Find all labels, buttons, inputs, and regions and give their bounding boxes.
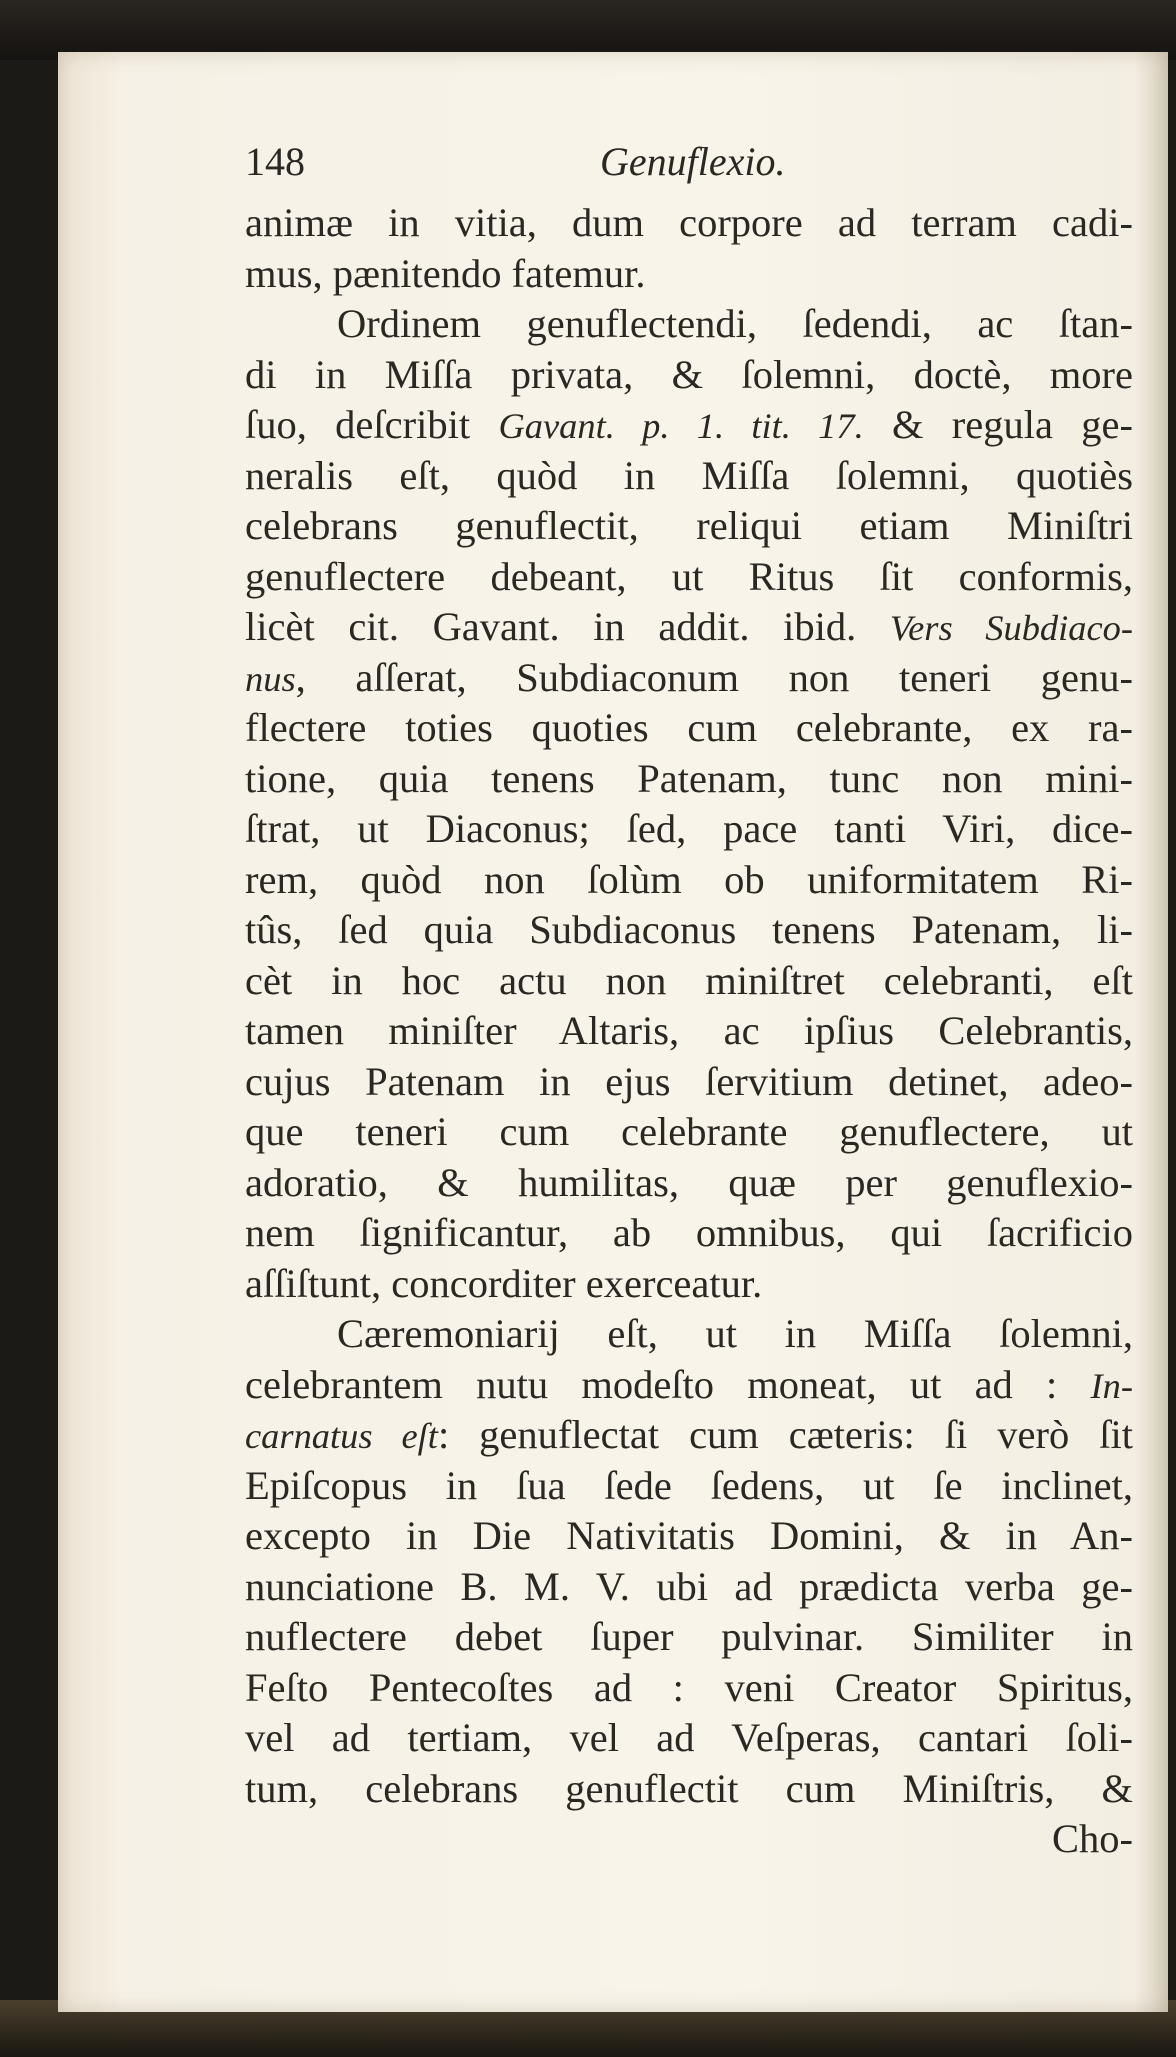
text-line xyxy=(245,1259,1133,1310)
text-segment: Ordinem genuflectendi, ſedendi, ac ſtan- xyxy=(337,301,1133,346)
text-segment: celebrantem nutu modeſto moneat, ut ad : xyxy=(245,1361,1091,1407)
text-segment: mus, pænitendo fatemur. xyxy=(245,250,646,296)
italic-citation: nus xyxy=(245,658,296,699)
text-segment: tûs, ſed quia Subdiaconus tenens Patenam, li- xyxy=(245,907,1133,952)
text-line xyxy=(245,1107,1133,1158)
text-line xyxy=(245,1158,1133,1209)
text-line xyxy=(245,1360,1133,1411)
scan-background-top xyxy=(0,0,1176,60)
text-line xyxy=(245,905,1133,956)
text-segment: Cæremoniarij eſt, ut in Miſſa ſolemni, xyxy=(337,1311,1133,1356)
text-line xyxy=(245,703,1133,754)
text-line xyxy=(245,249,1133,300)
text-line xyxy=(245,1764,1133,1815)
text-segment: flectere toties quoties cum celebrante, ex ra- xyxy=(245,705,1133,750)
text-line xyxy=(245,1410,1133,1461)
page-body-text xyxy=(245,198,1133,1865)
text-segment: adoratio, & humilitas, quæ per genuflexio- xyxy=(245,1159,1133,1205)
italic-citation: In- xyxy=(1090,1365,1133,1406)
text-segment: licèt cit. Gavant. in addit. ibid. xyxy=(245,604,890,649)
text-segment: genuflectere debeant, ut Ritus ſit conformis, xyxy=(245,553,1133,599)
text-segment: cèt in hoc actu non miniſtret celebranti, eſt xyxy=(245,957,1133,1003)
text-segment: tamen miniſter Altaris, ac ipſius Celebrantis, xyxy=(245,1008,1133,1053)
text-segment: nem ſignificantur, ab omnibus, qui ſacrificio xyxy=(245,1210,1133,1255)
text-line xyxy=(245,1713,1133,1764)
text-line xyxy=(245,451,1133,502)
text-line xyxy=(245,602,1133,653)
text-line xyxy=(245,1612,1133,1663)
text-line xyxy=(245,1663,1133,1714)
text-segment: celebrans genuflectit, reliqui etiam Miniſtri xyxy=(245,503,1133,548)
page-header xyxy=(245,138,1145,190)
text-segment: cujus Patenam in ejus ſervitium detinet, adeo- xyxy=(245,1058,1133,1104)
text-segment: vel ad tertiam, vel ad Veſperas, cantari ſoli- xyxy=(245,1715,1133,1760)
text-segment: tum, celebrans genuflectit cum Miniſtris, & xyxy=(245,1765,1133,1811)
text-segment: ſuo, deſcribit xyxy=(245,402,499,447)
text-segment: Cho- xyxy=(1052,1816,1133,1861)
text-line xyxy=(245,855,1133,906)
text-line xyxy=(245,1208,1133,1259)
text-segment: Epiſcopus in ſua ſede ſedens, ut ſe inclinet, xyxy=(245,1462,1133,1508)
text-segment: di in Miſſa privata, & ſolemni, doctè, more xyxy=(245,351,1133,397)
text-line xyxy=(245,552,1133,603)
text-segment: : genuflectat cum cæteris: ſi verò ſit xyxy=(437,1412,1133,1457)
text-line xyxy=(245,1814,1133,1865)
text-line xyxy=(245,754,1133,805)
text-line xyxy=(245,1511,1133,1562)
text-line xyxy=(245,1309,1133,1360)
text-segment: & regula ge- xyxy=(863,402,1134,447)
text-line xyxy=(245,501,1133,552)
text-line xyxy=(245,1461,1133,1512)
text-line xyxy=(245,1562,1133,1613)
text-line xyxy=(245,400,1133,451)
italic-citation: carnatus eſt xyxy=(245,1416,438,1456)
text-segment: excepto in Die Nativitatis Domini, & in An- xyxy=(245,1513,1133,1558)
text-segment: neralis eſt, quòd in Miſſa ſolemni, quotiès xyxy=(245,452,1133,498)
text-segment: Feſto Pentecoſtes ad : veni Creator Spiritus, xyxy=(245,1664,1133,1710)
text-line xyxy=(245,350,1133,401)
page-number: 148 xyxy=(245,139,305,184)
text-segment: , aſſerat, Subdiaconum non teneri genu- xyxy=(295,654,1133,700)
text-line xyxy=(245,1057,1133,1108)
text-segment: que teneri cum celebrante genuflectere, ut xyxy=(245,1109,1133,1154)
text-segment: animæ in vitia, dum corpore ad terram cadi- xyxy=(245,200,1133,245)
text-line xyxy=(245,653,1133,704)
text-line xyxy=(245,299,1133,350)
italic-citation: Gavant. p. 1. tit. 17. xyxy=(498,406,864,446)
text-segment: nuflectere debet ſuper pulvinar. Similiter in xyxy=(245,1614,1133,1659)
text-line xyxy=(245,198,1133,249)
italic-citation: Vers Subdiaco- xyxy=(889,608,1133,648)
text-segment: rem, quòd non ſolùm ob uniformitatem Ri- xyxy=(245,856,1133,902)
text-segment: ſtrat, ut Diaconus; ſed, pace tanti Viri, dice- xyxy=(245,806,1133,851)
running-title: Genuflexio. xyxy=(600,139,786,184)
text-segment: aſſiſtunt, concorditer exerceatur. xyxy=(245,1260,763,1306)
text-segment: nunciatione B. M. V. ubi ad prædicta verba ge- xyxy=(245,1563,1133,1609)
text-line xyxy=(245,956,1133,1007)
text-line xyxy=(245,804,1133,855)
text-segment: tione, quia tenens Patenam, tunc non mini- xyxy=(245,755,1133,801)
text-line xyxy=(245,1006,1133,1057)
